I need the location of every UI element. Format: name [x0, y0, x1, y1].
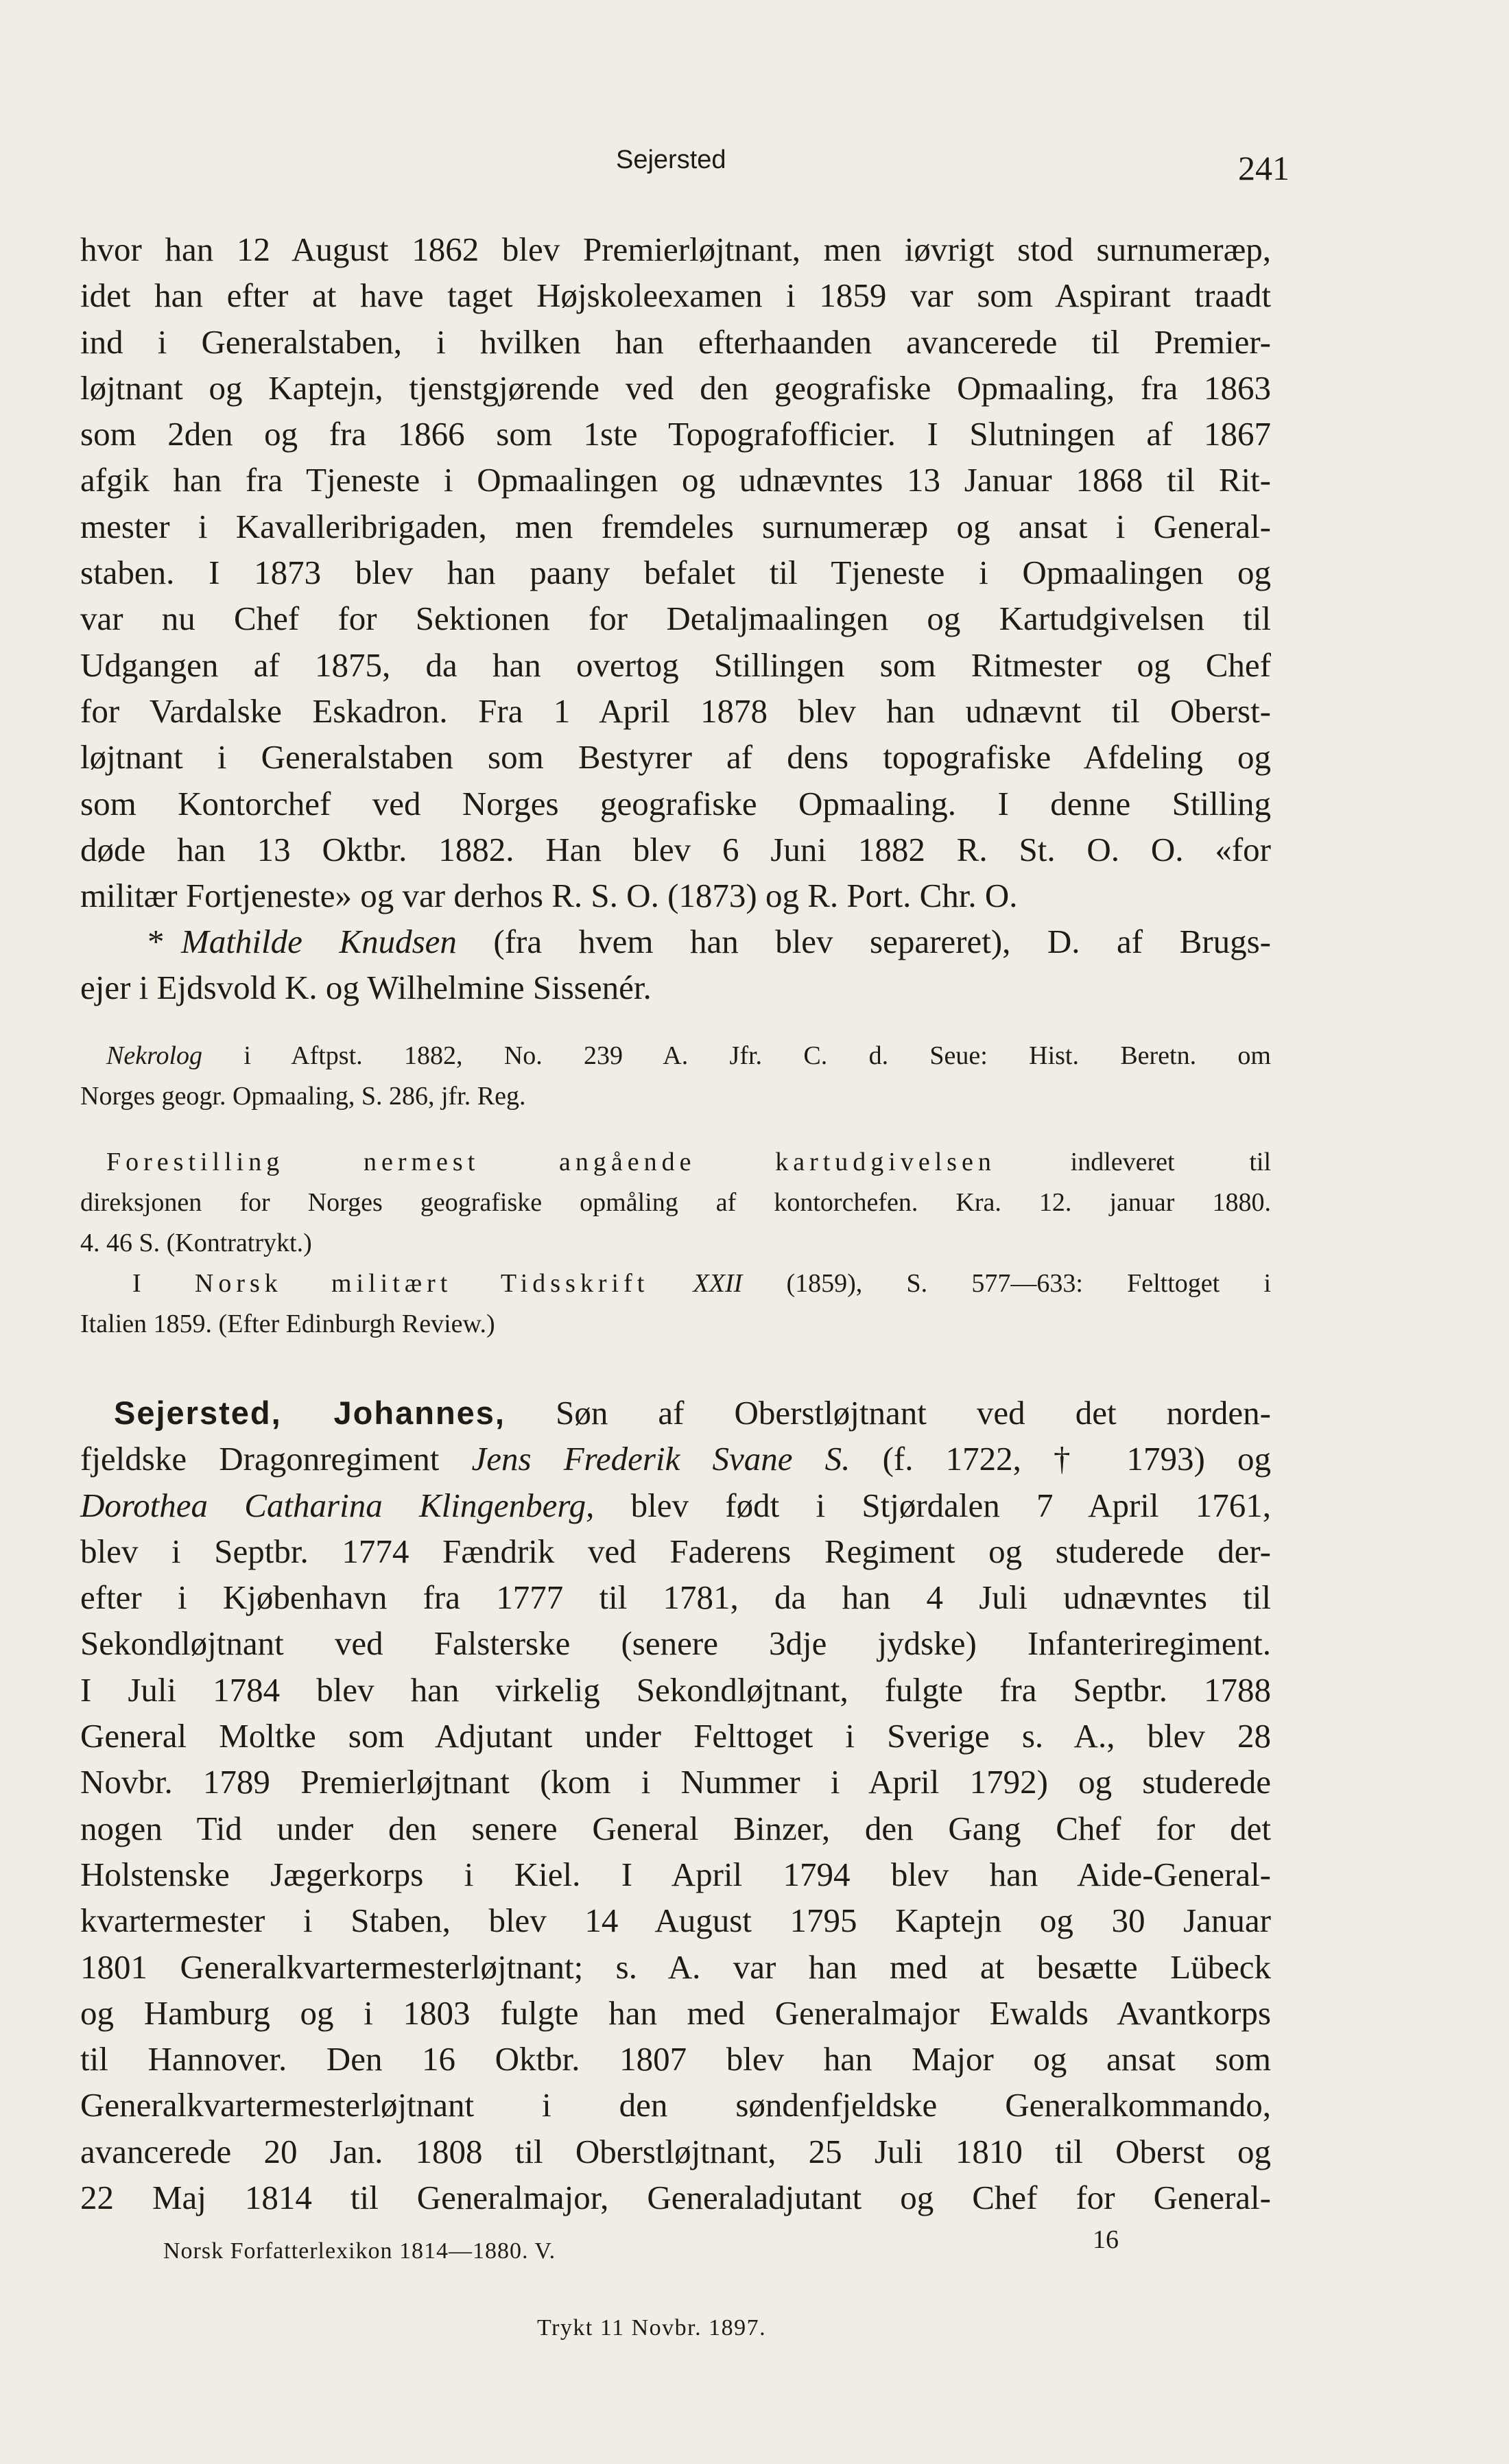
text-line: kvartermester i Staben, blev 14 August 1795 Kaptejn og 30 Januar — [80, 1902, 1271, 1940]
marriage-note — [80, 919, 1271, 1011]
signature-mark: 16 — [1093, 2225, 1119, 2254]
text-line: var nu Chef for Sektionen for Detaljmaalingen og Kartudgivelsen til — [80, 600, 1271, 638]
biography-paragraph-1 — [80, 226, 1271, 919]
mother-name: Dorothea Catharina Klingenberg, — [80, 1486, 595, 1524]
work-line: I Norsk militært Tidsskrift XXII (1859), S. 577—633: Felttoget i — [132, 1269, 1271, 1298]
running-title: Sejersted — [616, 145, 726, 174]
nekrolog-note — [80, 1036, 1271, 1117]
works-list — [80, 1142, 1271, 1344]
text-line: nogen Tid under den senere General Binzer, den Gang Chef for det — [80, 1809, 1271, 1847]
text-line: idet han efter at have taget Højskoleexamen i 1859 var som Aspirant traadt — [80, 276, 1271, 315]
text-line: og Hamburg og i 1803 fulgte han med Generalmajor Ewalds Avantkorps — [80, 1993, 1271, 2032]
text-line: for Vardalske Eskadron. Fra 1 April 1878 blev han udnævnt til Oberst- — [80, 691, 1271, 730]
text-line: 22 Maj 1814 til Generalmajor, Generaladjutant og Chef for General- — [80, 2179, 1271, 2217]
text-line: Sekondløjtnant ved Falsterske (senere 3dje jydske) Infanteriregiment. — [80, 1624, 1271, 1663]
entry-line: Sejersted, Johannes, Søn af Oberstløjtnant ved det norden- — [114, 1394, 1272, 1432]
text-line: løjtnant og Kaptejn, tjenstgjørende ved den geografiske Opmaaling, fra 1863 — [80, 368, 1271, 407]
text-line: mester i Kavalleribrigaden, men fremdeles surnumeræр og ansat i General- — [80, 507, 1271, 545]
marriage-line: * Mathilde Knudsen (fra hvem han blev separeret), D. af Brugs- — [147, 923, 1271, 960]
text-line: til Hannover. Den 16 Oktbr. 1807 blev han Major og ansat som — [80, 2040, 1271, 2078]
entry-headword: Sejersted, Johannes, — [114, 1395, 506, 1431]
text-line: døde han 13 Oktbr. 1882. Han blev 6 Juni 1882 R. St. O. O. «for — [80, 830, 1271, 868]
nekrolog-label: Nekrolog — [106, 1041, 203, 1070]
text-line: 1801 Generalkvartermesterløjtnant; s. A. var han med at besætte Lübeck — [80, 1947, 1271, 1986]
text-line: efter i Kjøbenhavn fra 1777 til 1781, da han 4 Juli udnævntes til — [80, 1578, 1271, 1617]
entry-line: fjeldske Dragonregiment Jens Frederik Svane S. (f. 1722, † 1793) og — [80, 1440, 1272, 1478]
entry-johannes-sejersted — [80, 1390, 1271, 2220]
text-line: Novbr. 1789 Premierløjtnant (kom i Nummer i April 1792) og studerede — [80, 1763, 1271, 1801]
text-line: som Kontorchef ved Norges geografiske Opmaaling. I denne Stilling — [80, 784, 1271, 822]
star-mark: * — [147, 923, 165, 960]
text-line: løjtnant i Generalstaben som Bestyrer af dens topografiske Afdeling og — [80, 738, 1271, 777]
printing-date: Trykt 11 Novbr. 1897. — [537, 2315, 767, 2341]
page-number: 241 — [1238, 149, 1290, 187]
text-line: afgik han fra Tjeneste i Opmaalingen og udnævntes 13 Januar 1868 til Rit- — [80, 461, 1271, 499]
text-line: General Moltke som Adjutant under Felttoget i Sverige s. A., blev 28 — [80, 1717, 1271, 1755]
spouse-name: Mathilde Knudsen — [181, 923, 457, 960]
text-line: Udgangen af 1875, da han overtog Stillingen som Ritmester og Chef — [80, 645, 1271, 684]
text-line: ind i Generalstaben, i hvilken han efterhaanden avancerede til Premier- — [80, 322, 1271, 361]
text-line: som 2den og fra 1866 som 1ste Topografofficier. I Slutningen af 1867 — [80, 415, 1271, 453]
entry-line: Dorothea Catharina Klingenberg, blev født i Stjørdalen 7 April 1761, — [80, 1486, 1272, 1524]
text-line: I Juli 1784 blev han virkelig Sekondløjtnant, fulgte fra Septbr. 1788 — [80, 1670, 1271, 1709]
text-line: hvor han 12 August 1862 blev Premierløjtnant, men iøvrigt stod surnumeræр, — [80, 230, 1271, 268]
nekrolog-line: Nekrolog i Aftpst. 1882, No. 239 A. Jfr. C. d. Seue: Hist. Beretn. om — [106, 1041, 1271, 1070]
work-line: Forestilling nermest angående kartudgivelsen indleveret til — [106, 1148, 1272, 1176]
text-line: Generalkvartermesterløjtnant i den søndenfjeldske Generalkommando, — [80, 2086, 1271, 2124]
text-line: Holstenske Jægerkorps i Kiel. I April 1794 blev han Aide-General- — [80, 1855, 1271, 1893]
text-line: avancerede 20 Jan. 1808 til Oberstløjtnant, 25 Juli 1810 til Oberst og — [80, 2132, 1271, 2170]
text-line: militær Fortjeneste» og var derhos R. S. O. (1873) og R. Port. Chr. O. — [80, 877, 1018, 915]
nekrolog-line: Norges geogr. Opmaaling, S. 286, jfr. Reg. — [80, 1082, 526, 1111]
running-head — [0, 145, 1509, 187]
work-line: Italien 1859. (Efter Edinburgh Review.) — [80, 1310, 495, 1338]
work-line: 4. 46 S. (Kontratrykt.) — [80, 1229, 312, 1257]
text-line: blev i Septbr. 1774 Fændrik ved Faderens Regiment og studerede der- — [80, 1532, 1271, 1570]
father-name: Jens Frederik Svane S. — [471, 1440, 851, 1478]
work-line: direksjonen for Norges geografiske opmåling af kontorchefen. Kra. 12. januar 1880. — [80, 1188, 1271, 1217]
text-line: staben. I 1873 blev han paany befalet til Tjeneste i Opmaalingen og — [80, 554, 1271, 592]
marriage-line: ejer i Ejdsvold K. og Wilhelmine Sissenér. — [80, 969, 652, 1007]
footer-series-title: Norsk Forfatterlexikon 1814—1880. V. — [163, 2238, 556, 2264]
